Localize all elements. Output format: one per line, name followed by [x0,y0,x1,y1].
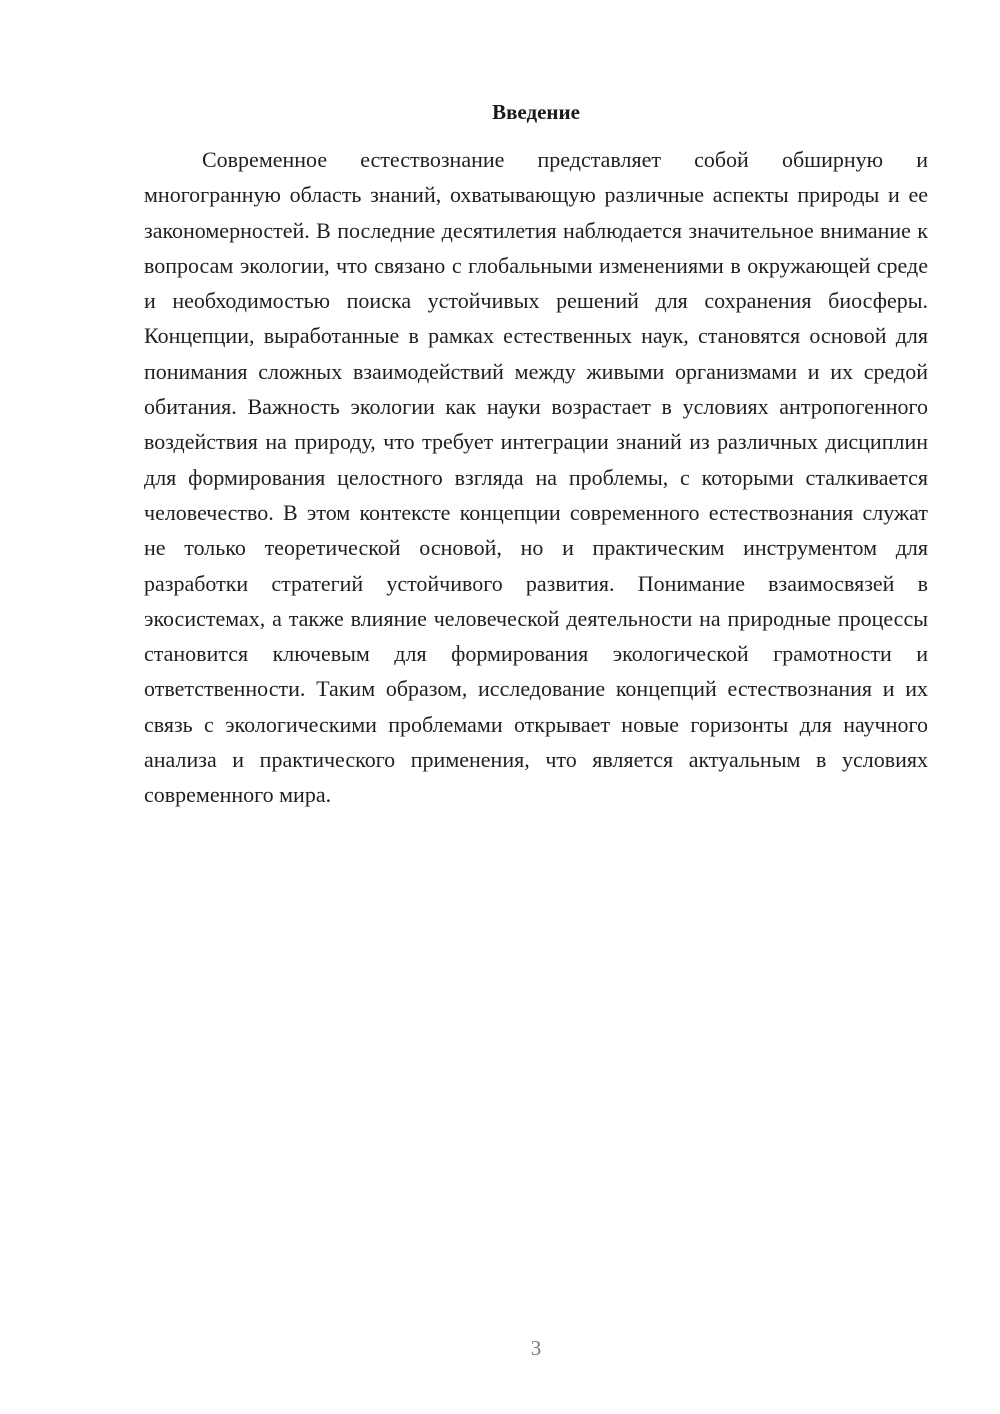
body-paragraph: Современное естествознание представляет собой обширную и многогранную область знаний, охватывающую различные аспекты природы и ее закономерностей. В последние десятилетия наблюдается значительное внимание к вопросам экологии, что связано с глобальными изменениями в окружающей среде и необходимостью поиска устойчивых решений для сохранения биосферы. Концепции, выработанные в рамках естественных наук, становятся основой для понимания сложных взаимодействий между живыми организмами и их средой обитания. Важность экологии как науки возрастает в условиях антропогенного воздействия на природу, что требует интеграции знаний из различных дисциплин для формирования целостного взгляда на проблемы, с которыми сталкивается человечество. В этом контексте концепции современного естествознания служат не только теоретической основой, но и практическим инструментом для разработки стратегий устойчивого развития. Понимание взаимосвязей в экосистемах, а также влияние человеческой деятельности на природные процессы становится ключевым для формирования экологической грамотности и ответственности. Таким образом, исследование концепций естествознания и их связь с экологическими проблемами открывает новые горизонты для научного анализа и практического применения, что является актуальным в условиях современного мира. [144,147,928,808]
page-number: 3 [530,1336,542,1360]
section-heading: Введение [492,100,580,124]
